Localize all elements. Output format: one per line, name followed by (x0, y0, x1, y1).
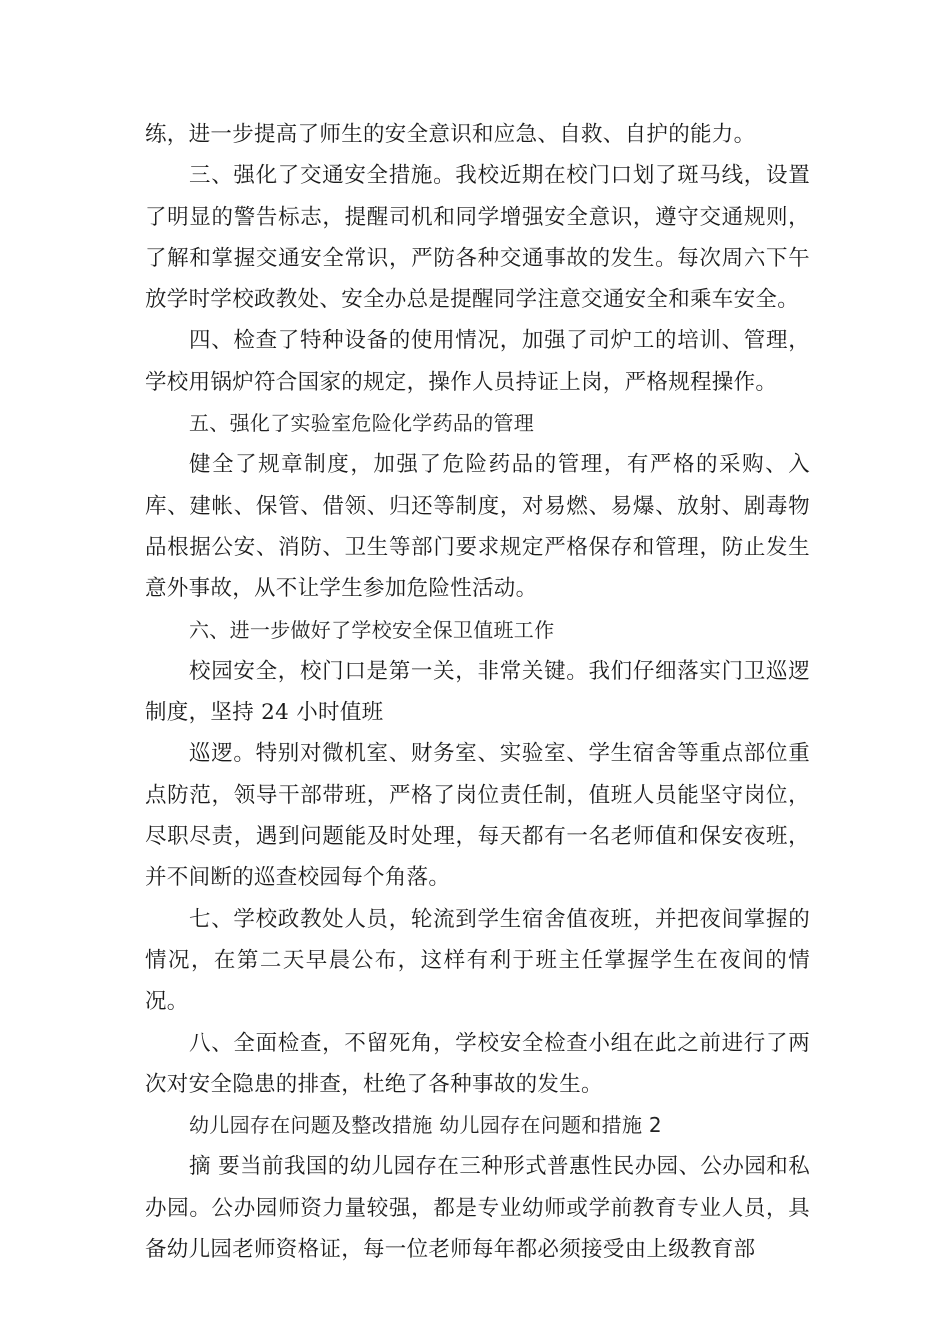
document-body (145, 114, 810, 1270)
heading-lab-chemicals: 五、强化了实验室危险化学药品的管理 (189, 411, 535, 436)
paragraph-lab-rules: 健全了规章制度，加强了危险药品的管理，有严格的采购、入库、建帐、保管、借领、归还等制度，对易燃、易爆、放射、剧毒物品根据公安、消防、卫生等部门要求规定严格保存和管理，防止发生意外事故，从不让学生参加危险性活动。 (145, 452, 810, 602)
heading-kindergarten-issues: 幼儿园存在问题及整改措施 幼儿园存在问题和措施 2 (189, 1113, 662, 1138)
paragraph-continuation: 练，进一步提高了师生的安全意识和应急、自救、自护的能力。 (145, 122, 756, 147)
paragraph-special-equipment: 四、检查了特种设备的使用情况，加强了司炉工的培训、管理，学校用锅炉符合国家的规定，操作人员持证上岗，严格规程操作。 (145, 328, 810, 395)
paragraph-patrol-details: 巡逻。特别对微机室、财务室、实验室、学生宿舍等重点部位重点防范，领导干部带班，严格了岗位责任制，值班人员能坚守岗位，尽职尽责，遇到问题能及时处理，每天都有一名老师值和保安夜班，并不间断的巡查校园每个角落。 (145, 741, 810, 891)
paragraph-dormitory-duty: 七、学校政教处人员，轮流到学生宿舍值夜班，并把夜间掌握的情况，在第二天早晨公布，这样有利于班主任掌握学生在夜间的情况。 (145, 906, 810, 1015)
paragraph-abstract: 摘 要当前我国的幼儿园存在三种形式普惠性民办园、公办园和私办园。公办园师资力量较强，都是专业幼师或学前教育专业人员，具备幼儿园老师资格证，每一位老师每年都必须接受由上级教育部 (145, 1154, 810, 1263)
paragraph-gate-patrol: 校园安全，校门口是第一关，非常关键。我们仔细落实门卫巡逻制度，坚持 24 小时值班 (145, 658, 810, 726)
paragraph-traffic-safety: 三、强化了交通安全措施。我校近期在校门口划了斑马线，设置了明显的警告标志，提醒司机和同学增强安全意识，遵守交通规则，了解和掌握交通安全常识，严防各种交通事故的发生。每次周六下午放学时学校政教处、安全办总是提醒同学注意交通安全和乘车安全。 (145, 163, 810, 313)
paragraph-inspection: 八、全面检查，不留死角，学校安全检查小组在此之前进行了两次对安全隐患的排查，杜绝了各种事故的发生。 (145, 1030, 810, 1097)
heading-security-duty: 六、进一步做好了学校安全保卫值班工作 (189, 617, 555, 642)
